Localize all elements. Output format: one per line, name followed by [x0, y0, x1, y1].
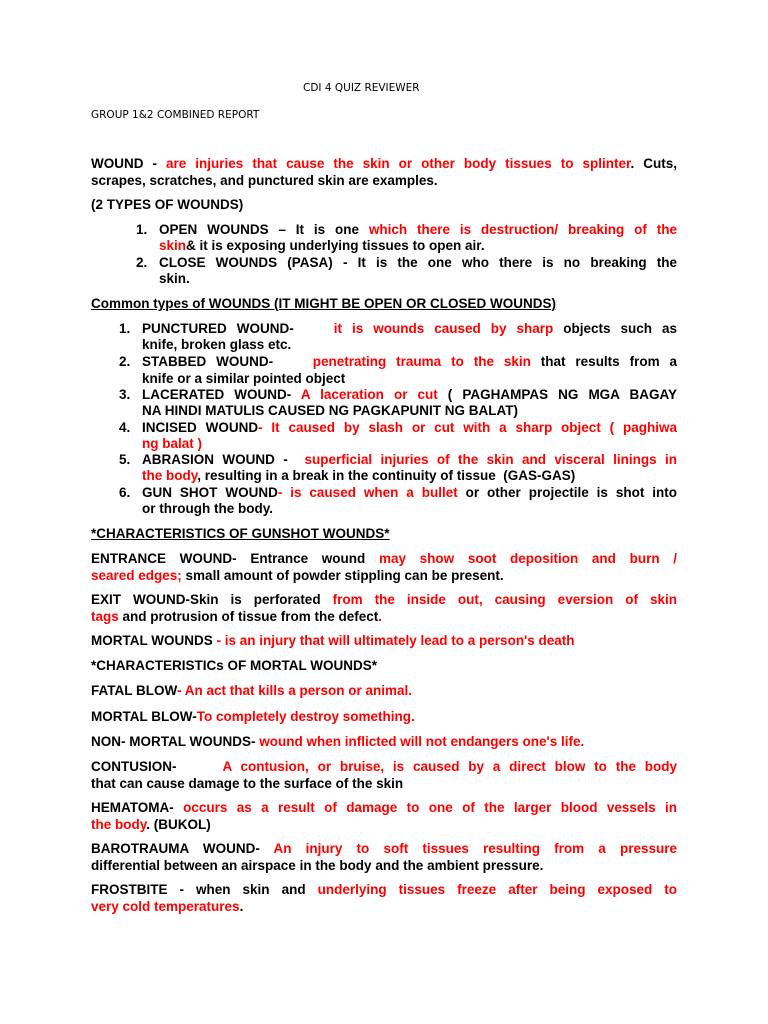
open-wounds-number: 1. — [136, 222, 148, 237]
mortal-wounds-highlight: - is an injury that will ultimately lead to a person's death — [216, 633, 575, 648]
frostbite-highlight: underlying tissues freeze after being exposed to — [317, 882, 678, 897]
close-wounds-line-1: CLOSE WOUNDS (PASA) - It is the one who there is no breaking the — [159, 255, 677, 270]
contusion-line-2: that can cause damage to the surface of the skin — [91, 776, 404, 791]
common-item-highlight-2: the body — [142, 468, 198, 483]
common-item-rest: or other projectile is shot into — [457, 485, 677, 500]
entrance-wound-highlight-2: seared edges; — [91, 568, 182, 583]
exit-wound-period: . — [378, 609, 383, 624]
exit-wound-highlight: from the inside out, causing eversion of skin — [332, 592, 677, 607]
common-item-number: 1. — [119, 321, 131, 336]
fatal-blow-highlight: - An act that kills a person or animal. — [176, 683, 413, 698]
common-item-highlight: - is caused when a bullet — [277, 485, 458, 500]
barotrauma-line-1 — [91, 841, 677, 857]
wound-term: WOUND - — [91, 156, 167, 171]
hematoma-line-1 — [91, 800, 677, 816]
common-item-rest: objects such as — [553, 321, 678, 336]
common-item-highlight: penetrating trauma to the skin — [312, 354, 531, 369]
frostbite-highlight-2: very cold temperatures — [91, 899, 240, 914]
document-title: CDI 4 QUIZ REVIEWER — [303, 82, 420, 94]
two-types-heading: (2 TYPES OF WOUNDS) — [91, 197, 244, 212]
open-wounds-term: OPEN WOUNDS – It is one — [159, 222, 369, 237]
common-item-line-1 — [142, 321, 677, 337]
close-wounds-number: 2. — [136, 255, 148, 270]
fatal-blow-term: FATAL BLOW — [91, 683, 177, 698]
entrance-wound-line-1 — [91, 551, 677, 567]
barotrauma-term: BAROTRAUMA WOUND- — [91, 841, 274, 856]
common-item-line-2 — [142, 468, 575, 484]
common-item-term: STABBED WOUND- — [142, 354, 313, 369]
common-item-line-1 — [142, 485, 677, 501]
common-item-highlight: it is wounds caused by sharp — [333, 321, 554, 336]
common-item-term: ABRASION WOUND - — [142, 452, 305, 467]
document-subtitle: GROUP 1&2 COMBINED REPORT — [91, 109, 260, 121]
common-item-number: 6. — [119, 485, 131, 500]
open-wounds-highlight-2: skin — [159, 238, 187, 253]
common-item-term: PUNCTURED WOUND- — [142, 321, 334, 336]
contusion-highlight: A contusion, or bruise, is caused by a direct blow to the body — [222, 759, 677, 774]
entrance-wound-line-2 — [91, 568, 504, 584]
wound-definition-highlight: are injuries that cause the skin or other body tissues to splinter — [166, 156, 631, 171]
common-item-term: INCISED WOUND — [142, 420, 259, 435]
frostbite-line-1 — [91, 882, 677, 898]
mortal-characteristics-heading: *CHARACTERISTICs OF MORTAL WOUNDS* — [91, 658, 377, 673]
non-mortal-wounds-highlight: wound when inflicted will not endangers one's life. — [259, 734, 585, 749]
frostbite-period: . — [239, 899, 244, 914]
common-item-term: LACERATED WOUND- — [142, 387, 301, 402]
common-item-line-2: or through the body. — [142, 501, 273, 516]
common-item-line-1 — [142, 387, 677, 403]
hematoma-line-2 — [91, 817, 211, 833]
mortal-blow-term: MORTAL BLOW- — [91, 709, 197, 724]
hematoma-highlight-2: the body — [91, 817, 147, 832]
common-item-highlight-2: ng balat ) — [142, 436, 202, 451]
entrance-wound-term: ENTRANCE WOUND- Entrance wound — [91, 551, 379, 566]
mortal-blow-highlight: To completely destroy something. — [196, 709, 415, 724]
hematoma-rest: . (BUKOL) — [146, 817, 211, 832]
wound-definition-rest: . Cuts, — [630, 156, 677, 171]
open-wounds-line-1 — [159, 222, 677, 238]
contusion-line-1 — [91, 759, 677, 775]
barotrauma-line-2: differential between an airspace in the body and the ambient pressure. — [91, 858, 544, 873]
common-item-highlight: superficial injuries of the skin and visceral linings in — [304, 452, 677, 467]
common-item-highlight: A laceration or cut — [300, 387, 438, 402]
common-item-rest-2: , resulting in a break in the continuity of tissue (GAS-GAS) — [197, 468, 576, 483]
hematoma-highlight: occurs as a result of damage to one of the larger blood vessels in — [183, 800, 677, 815]
mortal-blow-line — [91, 709, 415, 725]
common-item-number: 2. — [119, 354, 131, 369]
open-wounds-rest: & it is exposing underlying tissues to open air. — [186, 238, 485, 253]
common-item-line-1 — [142, 354, 677, 370]
gunshot-characteristics-heading: *CHARACTERISTICS OF GUNSHOT WOUNDS* — [91, 526, 390, 541]
non-mortal-wounds-term: NON- MORTAL WOUNDS- — [91, 734, 260, 749]
exit-wound-term: EXIT WOUND-Skin is perforated — [91, 592, 333, 607]
common-item-term: GUN SHOT WOUND — [142, 485, 278, 500]
common-types-heading: Common types of WOUNDS (IT MIGHT BE OPEN OR CLOSED WOUNDS) — [91, 296, 556, 311]
mortal-wounds-term: MORTAL WOUNDS — [91, 633, 217, 648]
close-wounds-line-2: skin. — [159, 271, 190, 286]
common-item-line-2: knife or a similar pointed object — [142, 371, 346, 386]
contusion-term: CONTUSION- — [91, 759, 177, 774]
exit-wound-line-2 — [91, 609, 382, 625]
wound-definition-line-2: scrapes, scratches, and punctured skin are examples. — [91, 173, 438, 188]
common-item-line-2: NA HINDI MATULIS CAUSED NG PAGKAPUNIT NG BALAT) — [142, 403, 518, 418]
frostbite-term: FROSTBITE - when skin and — [91, 882, 318, 897]
frostbite-line-2 — [91, 899, 243, 915]
open-wounds-line-2 — [159, 238, 485, 254]
non-mortal-wounds-line — [91, 734, 584, 750]
common-item-number: 5. — [119, 452, 131, 467]
common-item-rest: that results from a — [530, 354, 677, 369]
fatal-blow-line — [91, 683, 412, 699]
common-item-number: 4. — [119, 420, 131, 435]
common-item-line-2: knife, broken glass etc. — [142, 337, 292, 352]
entrance-wound-rest: small amount of powder stippling can be present. — [181, 568, 504, 583]
open-wounds-highlight: which there is destruction/ breaking of the — [368, 222, 677, 237]
common-item-line-1 — [142, 420, 677, 436]
common-item-rest: ( PAGHAMPAS NG MGA BAGAY — [437, 387, 677, 402]
exit-wound-line-1 — [91, 592, 677, 608]
wound-definition-line-1 — [91, 156, 677, 172]
entrance-wound-highlight: may show soot deposition and burn / — [378, 551, 678, 566]
common-item-number: 3. — [119, 387, 131, 402]
barotrauma-highlight: An injury to soft tissues resulting from a pressure — [273, 841, 677, 856]
exit-wound-highlight-2: tags — [91, 609, 119, 624]
hematoma-term: HEMATOMA- — [91, 800, 184, 815]
exit-wound-rest: and protrusion of tissue from the defect — [118, 609, 379, 624]
common-item-line-2 — [142, 436, 202, 452]
common-item-highlight: - It caused by slash or cut with a sharp object ( paghiwa — [258, 420, 677, 435]
common-item-line-1 — [142, 452, 677, 468]
mortal-wounds-line — [91, 633, 575, 649]
